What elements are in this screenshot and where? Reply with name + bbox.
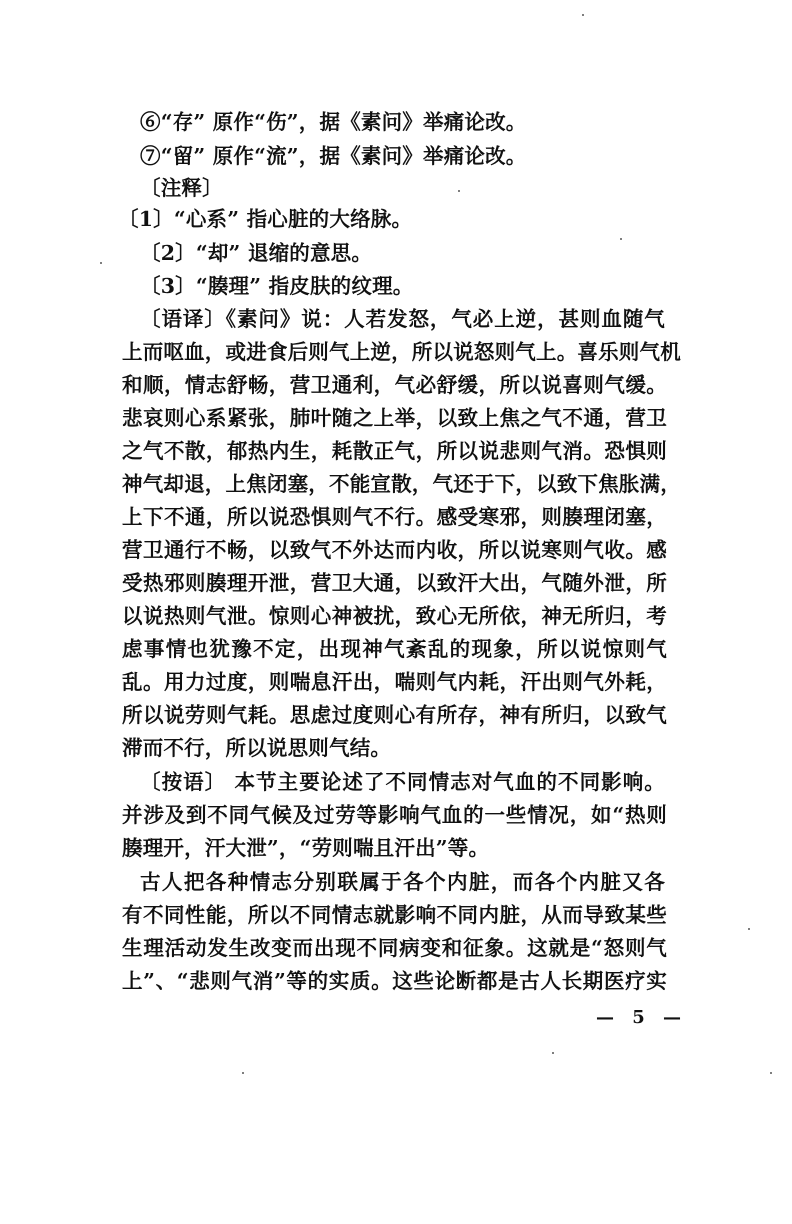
paragraph-line: 有不同性能，所以不同情志就影响不同内脏，从而导致某些 [122,903,667,927]
page-number: — 5 — [596,1007,688,1028]
translation-line: 和顺，情志舒畅，营卫通利，气必舒缓，所以说喜则气缓。 [122,373,667,397]
translation-line: 营卫通行不畅，以致气不外达而内收，所以说寒则气收。感 [122,538,667,562]
commentary-line: 〔按语〕 本节主要论述了不同情志对气血的不同影响。 [140,770,665,794]
translation-line: 神气却退，上焦闭塞，不能宣散，气还于下，以致下焦胀满， [122,472,681,496]
paragraph-line: 上”、“悲则气消”等的实质。这些论断都是古人长期医疗实 [122,969,667,993]
translation-line: 乱。用力过度，则喘息汗出，喘则气内耗，汗出则气外耗， [122,670,667,694]
scan-speck [242,1072,244,1074]
commentary-line: 并涉及到不同气候及过劳等影响气血的一些情况，如“热则 [122,803,667,827]
annotation-item-1: 〔1〕“心系” 指心脏的大络脉。 [118,207,413,231]
commentary-line: 腠理开，汗大泄”，“劳则喘且汗出”等。 [122,836,490,860]
translation-line: 以说热则气泄。惊则心神被扰，致心无所依，神无所归，考 [122,604,667,628]
translation-line: 虑事情也犹豫不定，出现神气紊乱的现象，所以说惊则气 [122,637,667,661]
translation-line: 悲哀则心系紧张，肺叶随之上举，以致上焦之气不通，营卫 [122,406,667,430]
scan-speck [100,262,102,264]
annotation-heading: 〔注释〕 [140,176,223,200]
translation-line: 之气不散，郁热内生，耗散正气，所以说悲则气消。恐惧则 [122,439,667,463]
scan-speck [458,190,460,192]
translation-line: 滞而不行，所以说思则气结。 [122,736,392,760]
translation-line: 所以说劳则气耗。思虑过度则心有所存，神有所归，以致气 [122,703,667,727]
annotation-item-2: 〔2〕“却” 退缩的意思。 [140,241,373,265]
annotation-item-3: 〔3〕“腠理” 指皮肤的纹理。 [140,274,414,298]
scan-speck [582,14,584,16]
scan-speck [552,1052,554,1054]
note-6: ⑥“存” 原作“伤”，据《素问》举痛论改。 [140,110,527,134]
translation-line: 〔语译〕《素问》说：人若发怒，气必上逆，甚则血随气 [140,307,665,331]
translation-line: 上下不通，所以说恐惧则气不行。感受寒邪，则腠理闭塞， [122,505,667,529]
paragraph-line: 生理活动发生改变而出现不同病变和征象。这就是“怒则气 [122,936,667,960]
scan-speck [748,928,750,930]
note-7: ⑦“留” 原作“流”，据《素问》举痛论改。 [140,144,527,168]
scan-speck [770,1072,772,1074]
translation-line: 上而呕血，或进食后则气上逆，所以说怒则气上。喜乐则气机 [122,340,681,364]
paragraph-line: 古人把各种情志分别联属于各个内脏，而各个内脏又各 [140,870,665,894]
scan-speck [620,238,622,240]
translation-line: 受热邪则腠理开泄，营卫大通，以致汗大出，气随外泄，所 [122,571,667,595]
